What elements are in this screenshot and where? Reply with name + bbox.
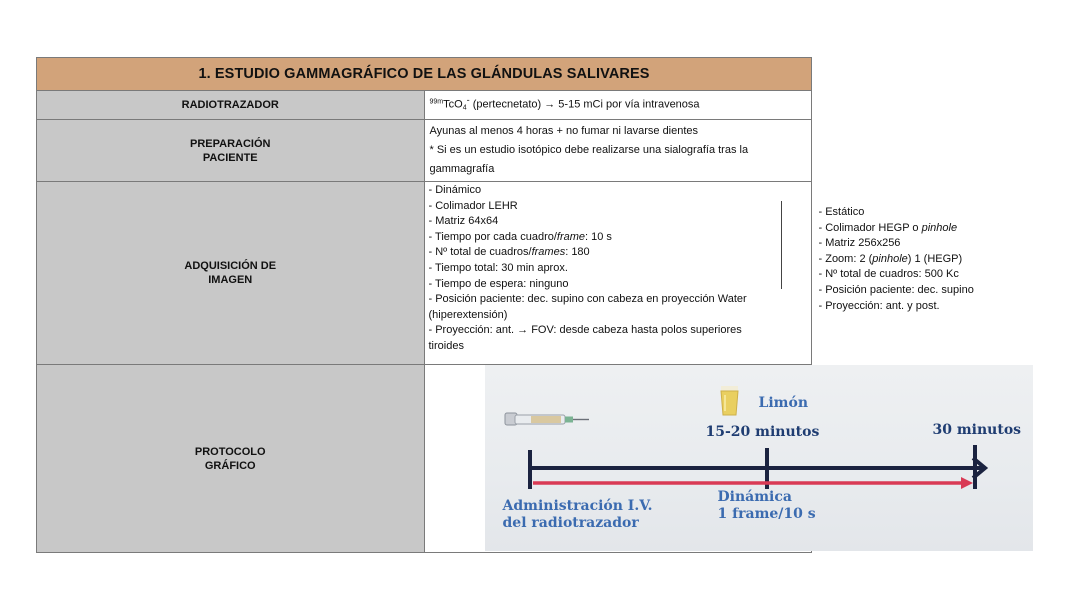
radiotrazador-text: (pertecnetato) → 5-15 mCi por vía intravenosa <box>469 99 700 112</box>
label-protocolo <box>37 365 425 553</box>
syringe-icon <box>505 413 589 425</box>
lemon-cup-icon <box>721 386 738 415</box>
dynamic-item: - Nº total de cuadros/frames: 180 <box>428 246 590 259</box>
preparacion-line1: Ayunas al menos 4 horas + no fumar ni lavarse dientes <box>429 125 699 137</box>
dynamic-item: - Tiempo de espera: ninguno <box>428 277 569 290</box>
dynamic-label: Dinámica 1 frame/10 s <box>717 489 816 522</box>
adquisicion-value <box>424 182 974 365</box>
static-item: - Colimador HEGP o pinhole <box>818 221 958 234</box>
static-item: - Estático <box>818 206 865 218</box>
static-item: - Zoom: 2 (pinhole) 1 (HEGP) <box>818 252 963 265</box>
study-title: 1. ESTUDIO GAMMAGRÁFICO DE LAS GLÁNDULAS SALIVARES <box>37 58 812 91</box>
study-table <box>36 57 1022 553</box>
compound-charge: - <box>466 95 470 106</box>
label-radiotrazador: RADIOTRAZADOR <box>37 91 425 120</box>
preparacion-value <box>424 120 812 182</box>
static-item: - Matriz 256x256 <box>818 237 901 250</box>
compound: TcO <box>443 99 463 112</box>
label-preparacion <box>37 120 425 182</box>
dynamic-item: - Dinámico <box>428 184 482 196</box>
row-adquisicion <box>37 182 812 365</box>
label-adquisicion-line2: IMAGEN <box>208 274 253 286</box>
label-protocolo-line2: GRÁFICO <box>204 459 256 472</box>
static-item: - Posición paciente: dec. supino <box>818 283 974 296</box>
protocol-timeline-image <box>485 365 1033 551</box>
lemon-label: Limón <box>758 395 808 411</box>
isotope-mass: 99m <box>429 99 444 107</box>
label-adquisicion-line1: ADQUISICIÓN DE <box>184 260 277 272</box>
row-preparacion <box>37 120 812 182</box>
row-radiotrazador <box>37 91 812 120</box>
dynamic-item: - Colimador LEHR <box>428 199 518 212</box>
admin-label: Administración I.V. del radiotrazador <box>502 498 653 531</box>
radiotrazador-value <box>424 91 812 120</box>
row-protocolo <box>37 365 812 553</box>
dynamic-item: - Proyección: ant. → FOV: desde cabeza hasta polos superiores tiroides <box>428 324 742 352</box>
time-15-20-label: 15-20 minutos <box>705 424 820 440</box>
static-item: - Nº total de cuadros: 500 Kc <box>818 268 959 281</box>
dynamic-item: - Posición paciente: dec. supino con cabeza en proyección Water (hiperextensión) <box>428 293 747 321</box>
label-preparacion-line1: PREPARACIÓN <box>190 137 271 150</box>
static-list <box>819 205 1079 314</box>
compound-subscript: 4 <box>462 105 467 113</box>
label-protocolo-line1: PROTOCOLO <box>194 445 266 458</box>
column-divider <box>781 201 782 289</box>
static-item: - Proyección: ant. y post. <box>818 299 940 312</box>
protocolo-graphic-cell <box>424 365 1022 553</box>
dynamic-list <box>429 183 779 355</box>
dynamic-item: - Tiempo por cada cuadro/frame: 10 s <box>428 230 612 243</box>
dynamic-item: - Tiempo total: 30 min aprox. <box>428 261 568 274</box>
time-30-label: 30 minutos <box>932 422 1022 438</box>
label-adquisicion <box>37 182 425 365</box>
dynamic-item: - Matriz 64x64 <box>428 215 499 228</box>
label-preparacion-line2: PACIENTE <box>202 151 258 164</box>
preparacion-line2: * Si es un estudio isotópico debe realizarse una sialografía tras la gammagrafía <box>429 144 749 175</box>
